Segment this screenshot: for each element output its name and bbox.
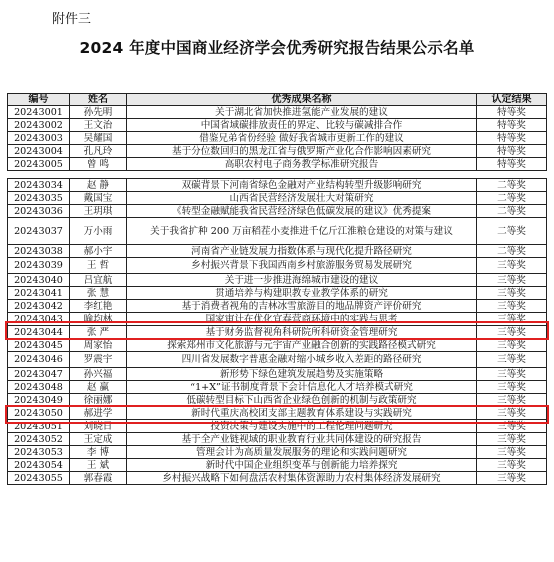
highlight-box-20243039 [5, 321, 549, 340]
cell-no: 20243004 [8, 145, 70, 158]
header-result: 认定结果 [477, 94, 547, 106]
cell-result: 特等奖 [477, 158, 547, 171]
cell-title: 双碳背景下河南省绿色金融对产业结构转型升级影响研究 [127, 179, 477, 192]
table-row [8, 446, 547, 459]
cell-title: 新形势下绿色建筑发展趋势及实施策略 [127, 368, 477, 381]
cell-name: 吴耀国 [70, 132, 127, 145]
cell-title: 关于我省扩种 200 万亩稻茬小麦推进千亿斤江淮粮仓建设的对策与建议 [127, 218, 477, 245]
cell-no: 20243005 [8, 158, 70, 171]
cell-result: 三等奖 [477, 381, 547, 394]
cell-no: 20243038 [8, 245, 70, 258]
highlight-box-20243046 [5, 405, 549, 424]
cell-result: 三等奖 [477, 352, 547, 368]
header-name: 姓名 [70, 94, 127, 106]
cell-title: 山西省民营经济发展壮大对策研究 [127, 192, 477, 205]
table-row [8, 472, 547, 485]
cell-no: 20243001 [8, 106, 70, 119]
cell-name: 孔凡玲 [70, 145, 127, 158]
cell-no: 20243034 [8, 179, 70, 192]
table-row [8, 339, 547, 352]
cell-title: 四川省发展数字普惠金融对缩小城乡收入差距的路径研究 [127, 352, 477, 368]
table-row [8, 352, 547, 368]
cell-no: 20243035 [8, 192, 70, 205]
table-row [8, 368, 547, 381]
cell-title: 新时代中国企业组织变革与创新能力培养探究 [127, 459, 477, 472]
table-row [8, 381, 547, 394]
cell-title: 基于分位数回归的黑龙江省与俄罗斯产业化合作影响因素研究 [127, 145, 477, 158]
cell-result: 三等奖 [477, 287, 547, 300]
cell-name: 喻均林 [70, 313, 127, 326]
cell-name: 刘晓日 [70, 420, 127, 433]
cell-name: 郭春霞 [70, 472, 127, 485]
cell-no: 20243048 [8, 381, 70, 394]
cell-no: 20243046 [8, 352, 70, 368]
cell-no: 20243041 [8, 287, 70, 300]
cell-title: 管理会计为高质量发展服务的理论和实践问题研究 [127, 446, 477, 459]
cell-no: 20243054 [8, 459, 70, 472]
cell-name: 王 哲 [70, 258, 127, 274]
table-row [8, 459, 547, 472]
cell-no: 20243043 [8, 313, 70, 326]
cell-no: 20243051 [8, 420, 70, 433]
cell-result: 三等奖 [477, 407, 547, 420]
table-row [8, 158, 547, 171]
cell-name: 孙兴福 [70, 368, 127, 381]
cell-name: 徐丽娜 [70, 394, 127, 407]
cell-result: 三等奖 [477, 446, 547, 459]
cell-result: 特等奖 [477, 106, 547, 119]
cell-name: 戴国宝 [70, 192, 127, 205]
table-row [8, 258, 547, 274]
cell-name: 周家怡 [70, 339, 127, 352]
cell-title: 中国省域碳排放责任的界定、比较与碳减排合作 [127, 119, 477, 132]
header-no: 编号 [8, 94, 70, 106]
table-row [8, 300, 547, 313]
results-table-top [7, 93, 547, 171]
cell-name: 孙先明 [70, 106, 127, 119]
cell-no: 20243036 [8, 205, 70, 218]
cell-result: 三等奖 [477, 433, 547, 446]
cell-result: 二等奖 [477, 205, 547, 218]
cell-result: 三等奖 [477, 472, 547, 485]
cell-no: 20243040 [8, 274, 70, 287]
cell-no: 20243042 [8, 300, 70, 313]
cell-no: 20243003 [8, 132, 70, 145]
cell-title: 《转型金融赋能我省民营经济绿色低碳发展的建议》优秀提案 [127, 205, 477, 218]
cell-result: 三等奖 [477, 420, 547, 433]
cell-no: 20243037 [8, 218, 70, 245]
table-row [8, 119, 547, 132]
cell-title: 贯通培养与构建职教专业教学体系的研究 [127, 287, 477, 300]
cell-result: 三等奖 [477, 300, 547, 313]
cell-result: 二等奖 [477, 245, 547, 258]
cell-no: 20243052 [8, 433, 70, 446]
cell-no: 20243002 [8, 119, 70, 132]
cell-title: 乡村振兴背景下我国西南乡村旅游服务贸易发展研究 [127, 258, 477, 274]
cell-title: 国家审计在优化宜春营商环境中的实践与思考 [127, 313, 477, 326]
cell-no: 20243045 [8, 339, 70, 352]
table-row [8, 179, 547, 192]
cell-result: 三等奖 [477, 274, 547, 287]
table-row [8, 218, 547, 245]
header-title: 优秀成果名称 [127, 94, 477, 106]
cell-result: 三等奖 [477, 313, 547, 326]
cell-title: 基于财务监督视角科研院所科研资金管理研究 [127, 326, 477, 339]
cell-title: 关于进一步推进海绵城市建设的建议 [127, 274, 477, 287]
cell-name: 王文治 [70, 119, 127, 132]
cell-no: 20243047 [8, 368, 70, 381]
cell-no: 20243039 [8, 258, 70, 274]
cell-name: 郝进学 [70, 407, 127, 420]
cell-title: 基于消费者视角的吉林冰雪旅游目的地品牌资产评价研究 [127, 300, 477, 313]
cell-title: 低碳转型目标下山西省企业绿色创新的机制与政策研究 [127, 394, 477, 407]
cell-result: 三等奖 [477, 368, 547, 381]
table-row [8, 245, 547, 258]
cell-result: 三等奖 [477, 326, 547, 339]
cell-name: 王定成 [70, 433, 127, 446]
cell-name: 罗震宇 [70, 352, 127, 368]
cell-result: 特等奖 [477, 119, 547, 132]
cell-result: 三等奖 [477, 339, 547, 352]
table-row [8, 433, 547, 446]
cell-title: 乡村振兴战略下如何盘活农村集体资源助力农村集体经济发展研究 [127, 472, 477, 485]
cell-name: 郝小宇 [70, 245, 127, 258]
cell-name: 吕宜航 [70, 274, 127, 287]
cell-title: 借鉴兄弟省份经验 做好我省城市更新工作的建议 [127, 132, 477, 145]
cell-name: 赵 赢 [70, 381, 127, 394]
cell-title: 新时代重庆高校团支部主题教育体系建设与实践研究 [127, 407, 477, 420]
cell-result: 特等奖 [477, 145, 547, 158]
cell-no: 20243055 [8, 472, 70, 485]
table-row [8, 274, 547, 287]
cell-title: 河南省产业链发展力指数体系与现代化提升路径研究 [127, 245, 477, 258]
cell-no: 20243050 [8, 407, 70, 420]
cell-no: 20243049 [8, 394, 70, 407]
cell-result: 二等奖 [477, 179, 547, 192]
cell-result: 二等奖 [477, 192, 547, 205]
cell-result: 三等奖 [477, 459, 547, 472]
table-row [8, 287, 547, 300]
cell-name: 张 严 [70, 326, 127, 339]
table-row [8, 145, 547, 158]
table-row [8, 205, 547, 218]
cell-title: 探索郑州市文化旅游与元宇宙产业融合创新的实践路径模式研究 [127, 339, 477, 352]
cell-no: 20243053 [8, 446, 70, 459]
cell-title: 关于湖北省加快推进氢能产业发展的建议 [127, 106, 477, 119]
table-row [8, 192, 547, 205]
cell-no: 20243044 [8, 326, 70, 339]
cell-name: 赵 静 [70, 179, 127, 192]
cell-title: “1+X”证书制度背景下会计信息化人才培养模式研究 [127, 381, 477, 394]
cell-name: 张 慧 [70, 287, 127, 300]
table-row [8, 106, 547, 119]
table-header-row [8, 94, 547, 106]
table-row [8, 132, 547, 145]
cell-result: 特等奖 [477, 132, 547, 145]
cell-name: 万小雨 [70, 218, 127, 245]
attachment-label: 附件三 [52, 12, 92, 27]
cell-name: 李红艳 [70, 300, 127, 313]
cell-result: 三等奖 [477, 394, 547, 407]
cell-name: 曾 鸣 [70, 158, 127, 171]
cell-result: 三等奖 [477, 258, 547, 274]
cell-title: 投资决策与建设实施中的工程伦理问题研究 [127, 420, 477, 433]
cell-result: 二等奖 [477, 218, 547, 245]
cell-name: 王玥琪 [70, 205, 127, 218]
cell-name: 李 博 [70, 446, 127, 459]
cell-name: 王 斌 [70, 459, 127, 472]
cell-title: 高职农村电子商务教学标准研究报告 [127, 158, 477, 171]
cell-title: 基于全产业链视域的职业教育行业共同体建设的研究报告 [127, 433, 477, 446]
page-title: 2024 年度中国商业经济学会优秀研究报告结果公示名单 [79, 39, 475, 57]
